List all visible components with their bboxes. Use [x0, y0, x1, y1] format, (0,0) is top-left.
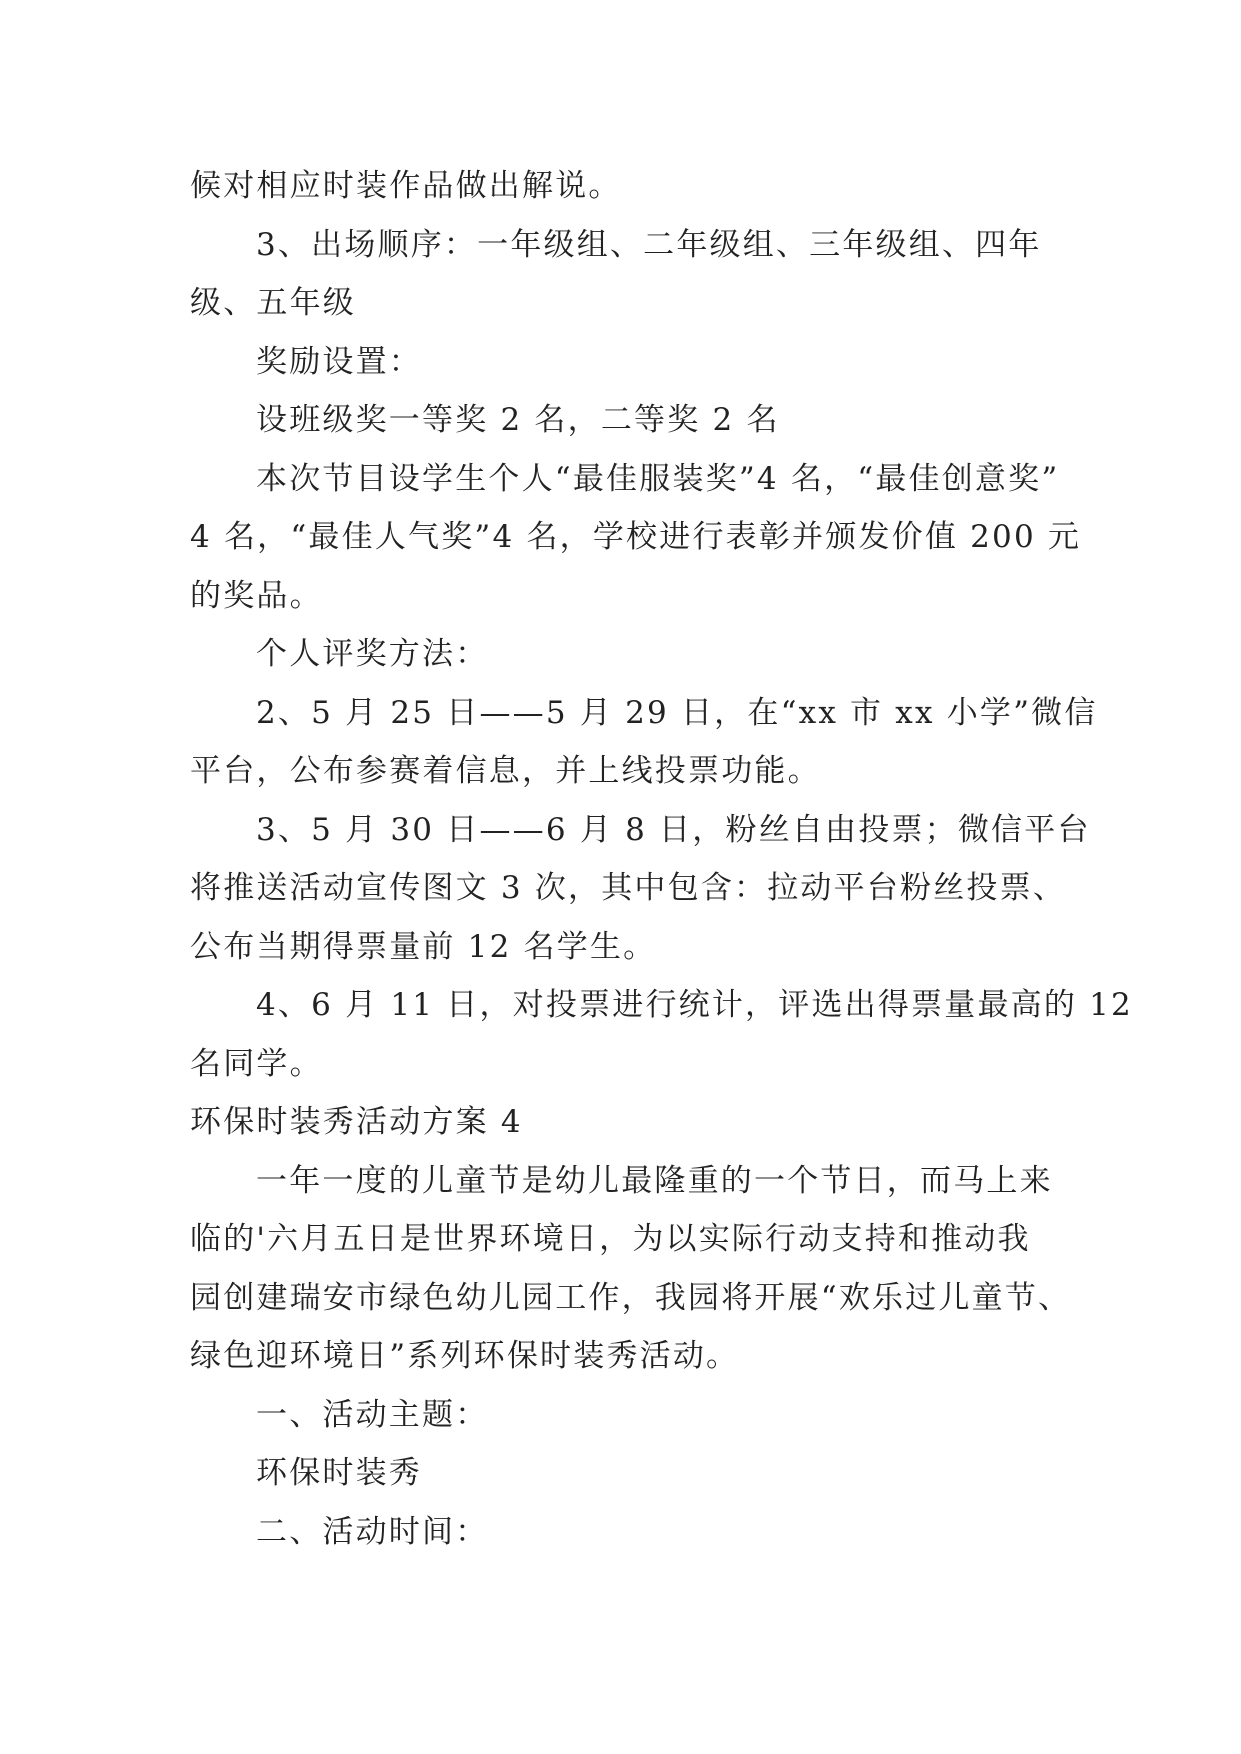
paragraph-line: 本次节目设学生个人“最佳服装奖”4 名，“最佳创意奖” — [256, 461, 1060, 497]
section-heading: 个人评奖方法： — [256, 636, 489, 672]
paragraph-line: 平台，公布参赛着信息，并上线投票功能。 — [190, 753, 821, 789]
document-title: 环保时装秀活动方案 4 — [190, 1104, 523, 1140]
paragraph-line: 环保时装秀 — [256, 1455, 422, 1491]
paragraph-line: 将推送活动宣传图文 3 次，其中包含：拉动平台粉丝投票、 — [190, 870, 1067, 906]
paragraph-line: 名同学。 — [190, 1046, 323, 1082]
paragraph-line: 3、5 月 30 日——6 月 8 日，粉丝自由投票；微信平台 — [256, 812, 1091, 848]
paragraph-line: 一年一度的儿童节是幼儿最隆重的一个节日，而马上来 — [256, 1163, 1053, 1199]
paragraph-line: 候对相应时装作品做出解说。 — [190, 168, 622, 204]
paragraph-line: 设班级奖一等奖 2 名，二等奖 2 名 — [256, 402, 780, 438]
paragraph-line: 园创建瑞安市绿色幼儿园工作，我园将开展“欢乐过儿童节、 — [190, 1280, 1072, 1316]
paragraph-line: 的奖品。 — [190, 578, 323, 614]
section-heading: 一、活动主题： — [256, 1397, 489, 1433]
section-heading: 奖励设置： — [256, 344, 422, 380]
paragraph-line: 绿色迎环境日”系列环保时装秀活动。 — [190, 1338, 740, 1374]
paragraph-line: 4 名，“最佳人气奖”4 名，学校进行表彰并颁发价值 200 元 — [190, 519, 1082, 555]
section-heading: 二、活动时间： — [256, 1514, 489, 1550]
paragraph-line: 公布当期得票量前 12 名学生。 — [190, 929, 657, 965]
paragraph-line: 2、5 月 25 日——5 月 29 日，在“xx 市 xx 小学”微信 — [256, 695, 1098, 731]
paragraph-line: 级、五年级 — [190, 285, 356, 321]
paragraph-line: 4、6 月 11 日，对投票进行统计，评选出得票量最高的 12 — [256, 987, 1133, 1023]
paragraph-line: 3、出场顺序：一年级组、二年级组、三年级组、四年 — [256, 227, 1042, 263]
paragraph-line: 临的'六月五日是世界环境日，为以实际行动支持和推动我 — [190, 1221, 1031, 1257]
